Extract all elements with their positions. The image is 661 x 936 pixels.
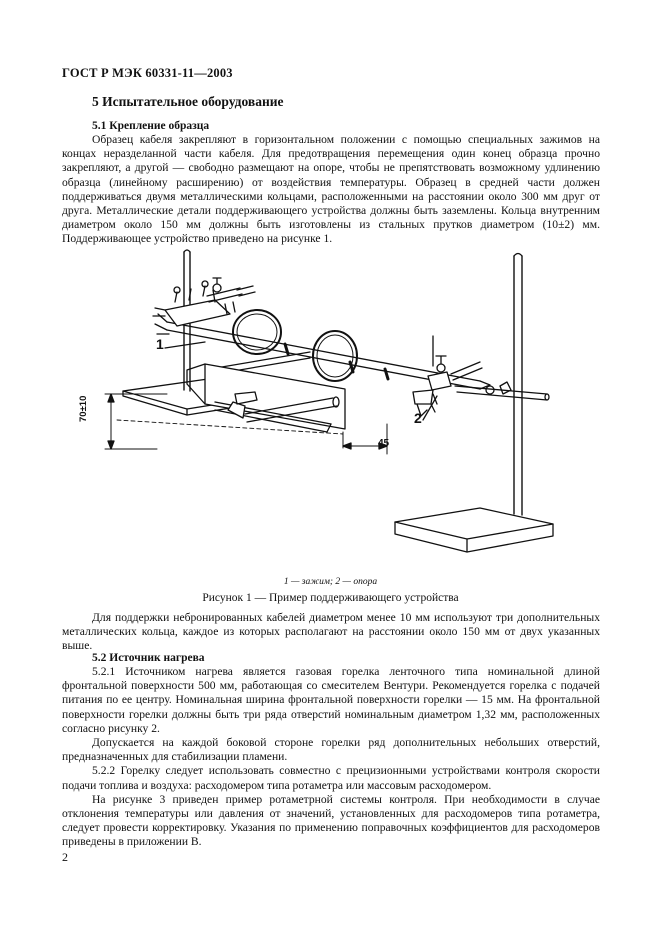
right-base-plate: [395, 508, 553, 539]
figure-legend: 1 — зажим; 2 — опора: [283, 577, 378, 587]
rings-paragraph-block: [62, 611, 600, 654]
paragraph-5-2-1: 5.2.1 Источником нагрева является газовая горелка ленточного типа номинальной длиной фронтальной поверхности 500 мм, работающая со смесителем Вентури. Рекомендуется горелка с подачей питания по ее центру. Номинальная ширина фронтальной поверхности горелки — 15 мм. На фронтальной поверхности горелки должны быть три ряда отверстий номинальным диаметром 1,32 мм, расположенных согласно рисунку 2.: [62, 665, 600, 735]
subsection-5-1-body: [62, 133, 600, 247]
paragraph-5-2-2b: На рисунке 3 приведен пример ротаметрной системы контроля. При необходимости в случае отклонения температуры или давления от значений, установленных для расходомеров типа ротаметра, следует провести корректировку. Указания по применению поправочных коэффициентов для расходомеров приведены в приложении В.: [62, 792, 600, 849]
standard-header: ГОСТ Р МЭК 60331-11—2003: [62, 66, 233, 80]
leader-1: [165, 342, 205, 348]
dim-height-label: 70±10: [78, 395, 89, 422]
left-clamp: [165, 300, 230, 326]
subsection-5-2-body: [62, 665, 600, 850]
section-title: 5 Испытательное оборудование: [92, 94, 284, 109]
burner-support: [205, 364, 345, 429]
figure-caption: Рисунок 1 — Пример поддерживающего устройства: [202, 592, 459, 604]
paragraph: Для поддержки небронированных кабелей диаметром менее 10 мм используют три дополнительных металлических кольца, каждое из которых располагают на расстоянии около 150 мм от двух указанных выше.: [62, 611, 600, 653]
right-support: [428, 372, 451, 390]
label-2: 2: [414, 410, 422, 426]
paragraph-5-2-1b: Допускается на каждой боковой стороне горелки ряд дополнительных небольших отверстий, предназначенных для стабилизации пламени.: [62, 736, 600, 764]
paragraph-5-2-2: 5.2.2 Горелку следует использовать совместно с прецизионными устройствами контроля скорости подачи топлива и воздуха: расходомером типа ротаметра или массовым расходомером.: [62, 764, 600, 792]
dim-width-label: 45: [378, 438, 390, 449]
paragraph: Образец кабеля закрепляют в горизонтальном положении с помощью специальных зажимов на концах неразделанной части кабеля. Для предотвращения перемещения один конец образца прочно закрепляют, а другой — свободно размещают на опоре, чтобы не препятствовать возможному удлинению образца (линейному расширению) от воздействия температуры. Образец в средней части должен поддерживаться двумя металлическими кольцами, расположенными на расстоянии около 300 мм друг от друга. Металлические детали поддерживающего устройства должны быть заземлены. Кольца внутренним диаметром около 150 мм должны быть изготовлены из стальных прутков диаметром (10±2) мм. Поддерживающее устройство приведено на рисунке 1.: [62, 133, 600, 246]
right-stand-rod: [514, 256, 522, 515]
leader-2: [423, 396, 437, 420]
label-1: 1: [156, 336, 164, 352]
page-number: 2: [62, 850, 68, 864]
figure-1-drawing: [95, 244, 565, 579]
subsection-5-1-title: 5.1 Крепление образца: [92, 120, 210, 132]
subsection-5-2-title: 5.2 Источник нагрева: [92, 652, 205, 664]
